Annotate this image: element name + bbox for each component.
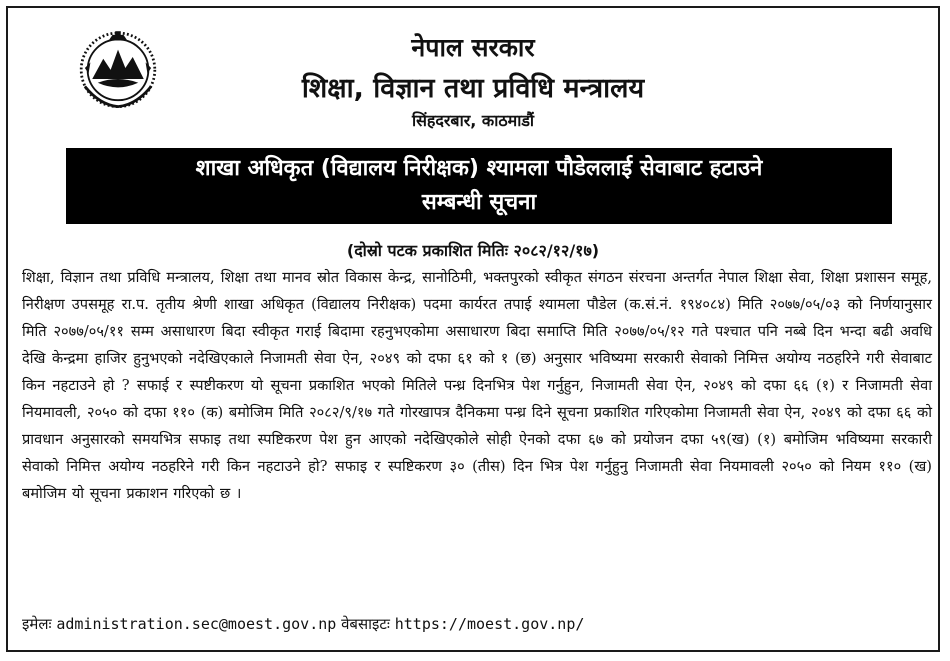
ministry-name: शिक्षा, विज्ञान तथा प्रविधि मन्त्रालय: [301, 73, 645, 104]
email-address[interactable]: administration.sec@moest.gov.np: [56, 615, 337, 633]
notice-title-banner: [66, 148, 892, 224]
publication-date: (दोस्रो पटक प्रकाशित मितिः २०८२/१२/१७): [346, 241, 600, 260]
notice-title-line2: सम्बन्धी सूचना: [421, 190, 537, 215]
notice-title-line1: शाखा अधिकृत (विद्यालय निरीक्षक) श्यामला पौडेललाई सेवाबाट हटाउने: [195, 156, 763, 181]
contact-line: [22, 614, 932, 634]
notice-body: शिक्षा, विज्ञान तथा प्रविधि मन्त्रालय, शिक्षा तथा मानव स्रोत विकास केन्द्र, सानोठिमी, भक्तपुरको स्वीकृत संगठन संरचना अन्तर्गत नेपाल शिक्षा सेवा, शिक्षा प्रशासन समूह, निरीक्षण उपसमूह रा.प. तृतीय श्रेणी शाखा अधिकृत (विद्यालय निरीक्षक) पदमा कार्यरत तपाई श्यामला पौडेल (क.सं.नं. १९४०८४) मिति २०७७/०५/०३ को निर्णयानुसार मिति २०७७/०५/११ सम्म असाधारण बिदा स्वीकृत गराई बिदामा रहनुभएकोमा असाधारण बिदा समाप्ति मिति २०७७/०५/१२ गते पश्चात पनि नब्बे दिन भन्दा बढी अवधि देखि केन्द्रमा हाजिर हुनुभएको नदेखिएकाले निजामती सेवा ऐन, २०४९ को दफा ६१ को १ (छ) अनुसार भविष्यमा सरकारी सेवाको निमित्त अयोग्य नठहरिने गरी सेवाबाट किन नहटाउने हो ? सफाई र स्पष्टीकरण यो सूचना प्रकाशित भएको मितिले पन्ध्र दिनभित्र पेश गर्नुहुन, निजामती सेवा ऐन, २०४९ को दफा ६६ (१) र निजामती सेवा नियमावली, २०५० को दफा ११० (क) बमोजिम मिति २०८२/९/१७ गते गोरखापत्र दैनिकमा पन्ध्र दिने सूचना प्रकाशित गरिएकोमा निजामती सेवा ऐन, २०४९ को दफा ६६ को प्रावधान अनुसारको समयभित्र सफाइ तथा स्पष्टिकरण पेश हुन आएको नदेखिएकोले सोही ऐनको दफा ६७ को प्रयोजन दफा ५९(ख) (१) बमोजिम भविष्यमा सरकारी सेवाको निमित्त अयोग्य नठहरिने गरी किन नहटाउने हो? सफाइ र स्पष्टिकरण ३० (तीस) दिन भित्र पेश गर्नुहुनु निजामती सेवा नियमावली २०५० को नियम ११० (ख) बमोजिम यो सूचना प्रकाशन गरिएको छ ।: [22, 269, 933, 502]
ministry-address: सिंहदरबार, काठमाडौं: [411, 111, 535, 130]
website-label: वेबसाइटः: [341, 615, 390, 633]
notice-frame: [6, 6, 940, 652]
government-name: नेपाल सरकार: [411, 33, 535, 62]
website-link[interactable]: https://moest.gov.np/: [394, 615, 585, 633]
email-label: इमेलः: [22, 615, 52, 633]
